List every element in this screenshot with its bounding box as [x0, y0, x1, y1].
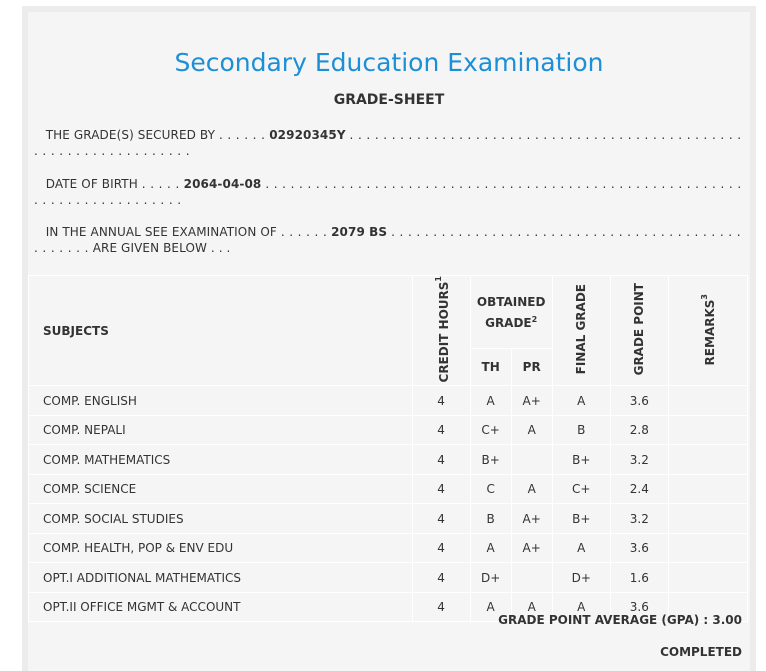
final-grade-cell: A [552, 386, 610, 416]
final-grade-header: FINAL GRADE [552, 276, 610, 386]
table-row [29, 445, 748, 475]
remarks-cell [668, 474, 747, 504]
remarks-cell [668, 386, 747, 416]
grades-table [28, 275, 748, 622]
subject-cell: COMP. MATHEMATICS [29, 445, 413, 475]
final-grade-cell: C+ [552, 474, 610, 504]
secured-by-label: THE GRADE(S) SECURED BY [45, 128, 216, 142]
subject-cell: COMP. SCIENCE [29, 474, 413, 504]
table-row [29, 504, 748, 534]
pr-grade-cell: A [511, 592, 552, 622]
grade-sheet [28, 12, 750, 671]
th-grade-cell: D+ [470, 563, 511, 593]
subject-cell: COMP. SOCIAL STUDIES [29, 504, 413, 534]
th-header: TH [470, 349, 511, 386]
subject-cell: COMP. ENGLISH [29, 386, 413, 416]
table-row [29, 563, 748, 593]
pr-header: PR [511, 349, 552, 386]
dob-label: DATE OF BIRTH [45, 177, 138, 191]
credit-cell: 4 [412, 415, 470, 445]
credit-cell: 4 [412, 592, 470, 622]
credit-cell: 4 [412, 504, 470, 534]
credit-cell: 4 [412, 474, 470, 504]
final-grade-cell: A [552, 592, 610, 622]
pr-grade-cell: A+ [511, 504, 552, 534]
credit-cell: 4 [412, 445, 470, 475]
secured-by-line: THE GRADE(S) SECURED BY . . . . . . 02920345Y . . . . . . . . . . . . . . . . . . . . . . . . . . . . . . . . . . . . . . . . . . . . . . . . . . . . . . . . . . . . . . . . . . [34, 128, 742, 158]
remarks-cell [668, 445, 747, 475]
obtained-grade-header: OBTAINED GRADE$^2$ [470, 276, 552, 349]
grade-point-cell: 3.6 [610, 592, 668, 622]
gpa-value: 3.00 [712, 613, 742, 627]
grade-point-header: GRADE POINT [610, 276, 668, 386]
th-grade-cell: C+ [470, 415, 511, 445]
page-subtitle: GRADE-SHEET [333, 92, 445, 108]
gpa-summary [498, 613, 742, 627]
final-grade-cell: B+ [552, 504, 610, 534]
pr-grade-cell [511, 563, 552, 593]
final-grade-cell: D+ [552, 563, 610, 593]
exam-year: 2079 BS [331, 225, 388, 239]
table-row [29, 415, 748, 445]
symbol-number: 02920345Y [269, 128, 346, 142]
remarks-cell [668, 533, 747, 563]
remarks-cell [668, 563, 747, 593]
pr-grade-cell: A+ [511, 386, 552, 416]
dob-line: DATE OF BIRTH . . . . . 2064-04-08 . . . . . . . . . . . . . . . . . . . . . . . . . . . . . . . . . . . . . . . . . . . . . . . . . . . . . . . . . . . . . . . . . . . . . . . . . . . [34, 177, 742, 207]
grade-point-cell: 2.4 [610, 474, 668, 504]
subject-cell: OPT.I ADDITIONAL MATHEMATICS [29, 563, 413, 593]
remarks-cell [668, 504, 747, 534]
th-grade-cell: A [470, 386, 511, 416]
remarks-header: REMARKS$^3$ [668, 276, 747, 386]
grade-sheet-frame [22, 6, 756, 671]
pr-grade-cell: A [511, 474, 552, 504]
credit-cell: 4 [412, 563, 470, 593]
final-grade-cell: B [552, 415, 610, 445]
page-title: Secondary Education Examination [174, 48, 604, 77]
grade-point-cell: 2.8 [610, 415, 668, 445]
subject-cell: COMP. HEALTH, POP & ENV EDU [29, 533, 413, 563]
pr-grade-cell [511, 445, 552, 475]
credit-cell: 4 [412, 386, 470, 416]
credit-cell: 4 [412, 533, 470, 563]
exam-suffix: ARE GIVEN BELOW . . . [92, 241, 231, 255]
final-grade-cell: A [552, 533, 610, 563]
final-grade-cell: B+ [552, 445, 610, 475]
grade-point-cell: 3.2 [610, 504, 668, 534]
th-grade-cell: B [470, 504, 511, 534]
table-row [29, 386, 748, 416]
th-grade-cell: A [470, 592, 511, 622]
th-grade-cell: C [470, 474, 511, 504]
exam-label: IN THE ANNUAL SEE EXAMINATION OF [45, 225, 277, 239]
pr-grade-cell: A [511, 415, 552, 445]
grade-point-cell: 3.6 [610, 386, 668, 416]
grade-point-cell: 3.6 [610, 533, 668, 563]
exam-line: IN THE ANNUAL SEE EXAMINATION OF . . . . . . 2079 BS . . . . . . . . . . . . . . . . . . . . . . . . . . . . . . . . . . . . . . . . . . . . . . . . . ARE GIVEN BELOW . . . [34, 225, 741, 255]
dob-value: 2064-04-08 [183, 177, 262, 191]
status-text: COMPLETED [660, 645, 742, 659]
table-row [29, 533, 748, 563]
th-grade-cell: B+ [470, 445, 511, 475]
table-row [29, 474, 748, 504]
subject-cell: COMP. NEPALI [29, 415, 413, 445]
subject-cell: OPT.II OFFICE MGMT & ACCOUNT [29, 592, 413, 622]
remarks-cell [668, 415, 747, 445]
subjects-header: SUBJECTS [29, 276, 413, 386]
grade-point-cell: 1.6 [610, 563, 668, 593]
pr-grade-cell: A+ [511, 533, 552, 563]
credit-hours-header: CREDIT HOURS$^1$ [412, 276, 470, 386]
grade-point-cell: 3.2 [610, 445, 668, 475]
gpa-label: GRADE POINT AVERAGE (GPA) : [498, 613, 709, 627]
th-grade-cell: A [470, 533, 511, 563]
